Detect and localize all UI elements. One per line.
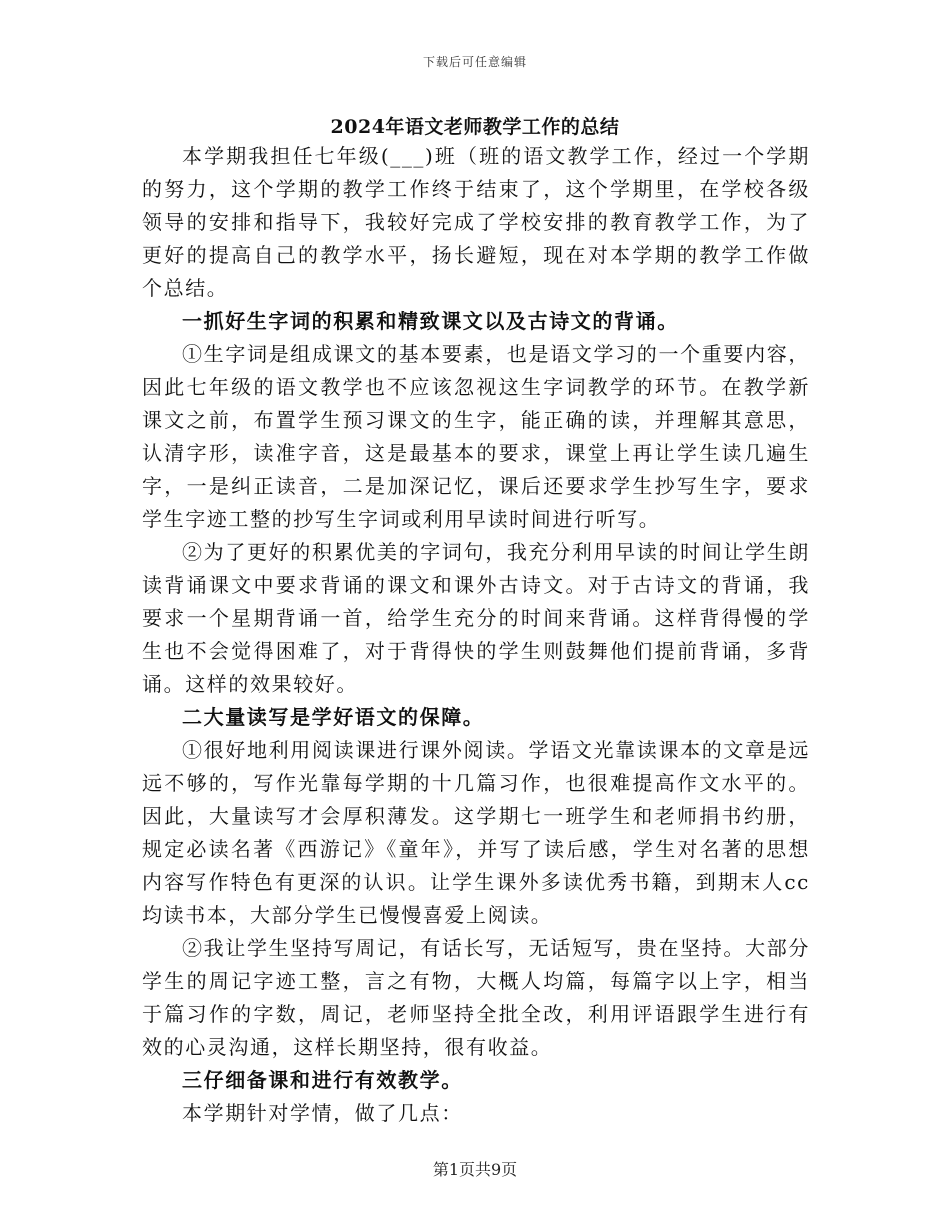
section-heading-3: 三仔细备课和进行有效教学。 (182, 1068, 463, 1092)
document-body (142, 140, 810, 1130)
document-title: 2024年语文老师教学工作的总结 (330, 116, 620, 138)
paragraph-1-2: ②为了更好的积累优美的字词句，我充分利用早读的时间让学生朗读背诵课文中要求背诵的课文和课外古诗文。对于古诗文的背诵，我要求一个星期背诵一首，给学生充分的时间来背诵。这样背得慢的学生也不会觉得困难了，对于背得快的学生则鼓舞他们提前背诵，多背诵。这样的效果较好。 (142, 540, 810, 696)
page-number: 第1页共9页 (432, 1160, 518, 1179)
section-heading-2: 二大量读写是学好语文的保障。 (182, 705, 485, 729)
paragraph-intro: 本学期我担任七年级(___)班（班的语文教学工作，经过一个学期的努力，这个学期的教学工作终于结束了，这个学期里，在学校各级领导的安排和指导下，我较好完成了学校安排的教育教学工作，为了更好的提高自己的教学水平，扬长避短，现在对本学期的教学工作做个总结。 (142, 144, 810, 300)
paragraph-1-1: ①生字词是组成课文的基本要素，也是语文学习的一个重要内容，因此七年级的语文教学也不应该忽视这生字词教学的环节。在教学新课文之前，布置学生预习课文的生字，能正确的读，并理解其意思，认清字形，读准字音，这是最基本的要求，课堂上再让学生读几遍生字，一是纠正读音，二是加深记忆，课后还要求学生抄写生字，要求学生字迹工整的抄写生字词或利用早读时间进行听写。 (142, 342, 810, 531)
paragraph-3-1: 本学期针对学情，做了几点： (182, 1101, 463, 1125)
header-note: 下载后可任意编辑 (422, 55, 527, 69)
paragraph-2-2: ②我让学生坚持写周记，有话长写，无话短写，贵在坚持。大部分学生的周记字迹工整，言之有物，大概人均篇，每篇字以上字，相当于篇习作的字数，周记，老师坚持全批全改，利用评语跟学生进行有效的心灵沟通，这样长期坚持，很有收益。 (142, 936, 810, 1059)
paragraph-2-1: ①很好地利用阅读课进行课外阅读。学语文光靠读课本的文章是远远不够的，写作光靠每学期的十几篇习作，也很难提高作文水平的。因此，大量读写才会厚积薄发。这学期七一班学生和老师捐书约册，规定必读名著《西游记》《童年》，并写了读后感，学生对名著的思想内容写作特色有更深的认识。让学生课外多读优秀书籍，到期末人cc均读书本，大部分学生已慢慢喜爱上阅读。 (142, 738, 810, 927)
section-heading-1: 一抓好生字词的积累和精致课文以及古诗文的背诵。 (182, 309, 679, 333)
